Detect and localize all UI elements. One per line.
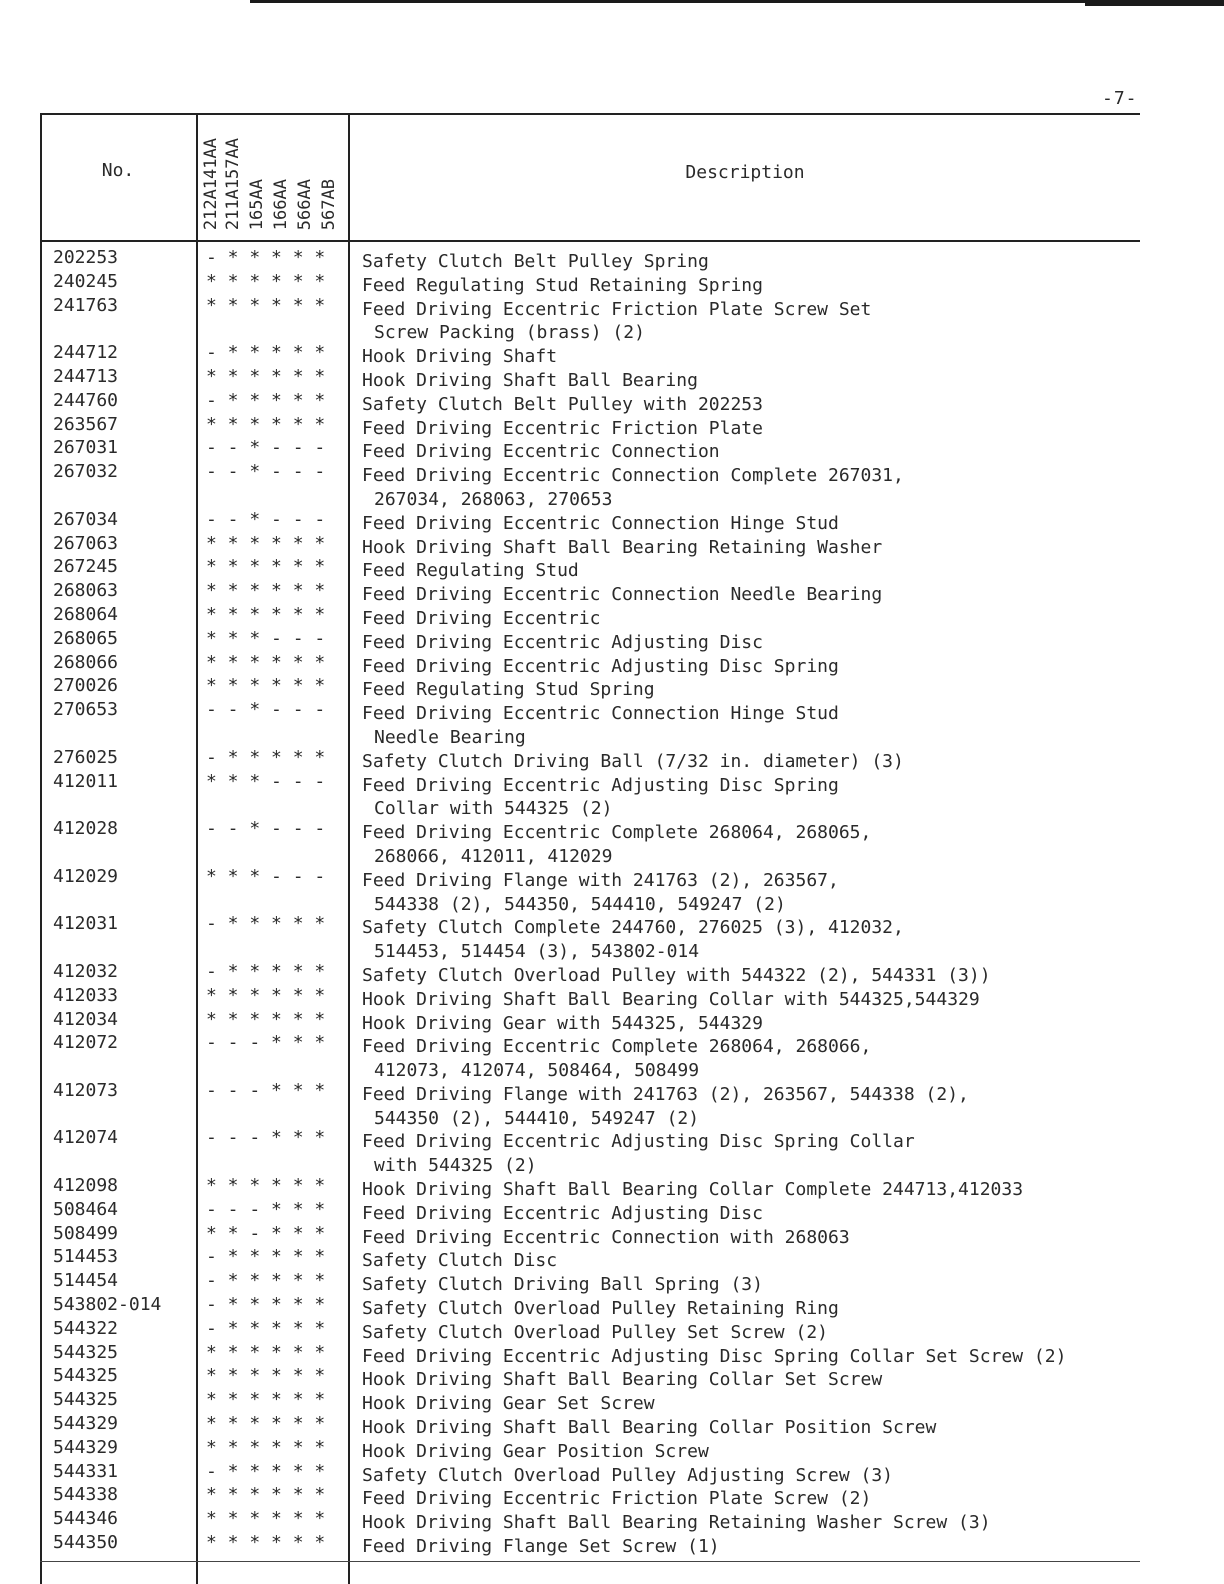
table-row xyxy=(0,579,1224,606)
description-line: Feed Driving Eccentric Connection Hinge Stud xyxy=(362,512,839,534)
model-marks: * * * - - - xyxy=(206,627,326,649)
part-number: 202253 xyxy=(53,247,119,268)
table-row xyxy=(0,1412,1224,1439)
model-marks: * * * - - - xyxy=(206,770,326,792)
model-marks: * * * * * * xyxy=(206,556,326,578)
description-line: Feed Driving Eccentric Adjusting Disc Spring xyxy=(362,655,839,677)
description-line: Safety Clutch Belt Pulley Spring xyxy=(362,251,709,272)
part-number: 544350 xyxy=(53,1532,119,1554)
table-row xyxy=(0,865,1224,913)
part-number: 544331 xyxy=(53,1460,119,1482)
part-number: 508464 xyxy=(53,1198,119,1220)
table-row xyxy=(0,1126,1224,1177)
model-marks: * * * * * * xyxy=(206,1484,326,1506)
description-line: Hook Driving Shaft Ball Bearing xyxy=(362,369,698,391)
model-marks: * * * * * * xyxy=(206,1532,326,1554)
table-row xyxy=(0,436,1224,463)
model-marks: - - * - - - xyxy=(206,437,326,459)
description-continuation: 412073, 412074, 508464, 508499 xyxy=(374,1060,700,1082)
part-number: 240245 xyxy=(53,270,119,292)
model-marks: - * * * * * xyxy=(206,1246,326,1268)
description-line: Feed Driving Flange with 241763 (2), 263567, 544338 (2), xyxy=(362,1083,969,1105)
table-row xyxy=(0,984,1224,1008)
table-row xyxy=(0,1222,1224,1246)
model-marks: * * * * * * xyxy=(206,603,326,625)
table-row xyxy=(0,532,1224,556)
model-marks: - - * - - - xyxy=(206,699,326,721)
model-marks: - * * * * * xyxy=(206,746,326,768)
part-number: 412031 xyxy=(53,913,119,935)
table-row xyxy=(0,508,1224,532)
part-description xyxy=(362,916,904,964)
part-description xyxy=(362,702,839,750)
table-row xyxy=(0,1460,1224,1484)
table-row xyxy=(0,341,1224,368)
description-line: Hook Driving Shaft Ball Bearing Collar Complete 244713,412033 xyxy=(362,1179,1024,1201)
part-number: 241763 xyxy=(53,294,119,316)
description-line: Feed Driving Eccentric Connection with 268063 xyxy=(362,1226,850,1248)
table-row xyxy=(0,1198,1224,1222)
table-row xyxy=(0,912,1224,963)
part-description xyxy=(362,464,904,512)
model-marks: - - - * * * xyxy=(206,1198,326,1220)
model-marks: - - - * * * xyxy=(206,1127,326,1149)
part-number: 276025 xyxy=(53,746,119,768)
description-line: Feed Driving Eccentric Connection Hinge Stud xyxy=(362,703,839,725)
model-marks: * * * * * * xyxy=(206,651,326,673)
header-model-567ab: 567AB xyxy=(319,178,339,230)
table-row xyxy=(0,270,1224,294)
model-marks: * * * * * * xyxy=(206,580,326,602)
part-number: 544346 xyxy=(53,1508,119,1530)
model-marks: * * * * * * xyxy=(206,1175,326,1197)
table-row xyxy=(0,651,1224,675)
part-number: 508499 xyxy=(53,1222,119,1244)
part-number: 267031 xyxy=(53,437,119,459)
part-description xyxy=(362,1130,915,1178)
model-marks: - * * * * * xyxy=(206,1317,326,1339)
model-marks: * * * * * * xyxy=(206,532,326,554)
part-number: 412072 xyxy=(53,1032,119,1054)
description-continuation: 544338 (2), 544350, 544410, 549247 (2) xyxy=(374,893,786,915)
part-number: 412028 xyxy=(53,818,119,840)
part-description xyxy=(362,1035,871,1083)
description-line: Feed Driving Eccentric Friction Plate xyxy=(362,417,763,439)
description-line: Hook Driving Shaft Ball Bearing Collar with 544325,544329 xyxy=(362,988,980,1010)
model-marks: * * * * * * xyxy=(206,365,326,387)
header-model-566aa: 566AA xyxy=(295,178,315,230)
table-row xyxy=(0,603,1224,627)
model-marks: - - - * * * xyxy=(206,1079,326,1101)
model-marks: * * * * * * xyxy=(206,1508,326,1530)
description-line: Feed Driving Eccentric Adjusting Disc xyxy=(362,1202,763,1224)
table-row xyxy=(0,960,1224,984)
table-bottom-cut xyxy=(40,1561,1140,1562)
description-continuation: 267034, 268063, 270653 xyxy=(374,488,613,510)
model-marks: * * * * * * xyxy=(206,1413,326,1435)
part-number: 412073 xyxy=(53,1079,119,1101)
part-number: 267063 xyxy=(53,532,119,554)
table-row xyxy=(0,1364,1224,1391)
part-number: 268064 xyxy=(53,603,119,625)
part-number: 412098 xyxy=(53,1175,119,1197)
description-line: Hook Driving Shaft Ball Bearing Retaining Washer Screw (3) xyxy=(362,1512,991,1534)
model-marks: - - - * * * xyxy=(206,1032,326,1054)
part-number: 263567 xyxy=(53,413,119,435)
model-marks: * * * * * * xyxy=(206,984,326,1006)
part-number: 412034 xyxy=(53,1008,119,1030)
table-row xyxy=(0,1008,1224,1032)
description-line: Feed Driving Flange with 241763 (2), 263567, xyxy=(362,869,839,891)
table-row xyxy=(0,746,1224,770)
description-line: Feed Driving Eccentric Complete 268064, 268066, xyxy=(362,1036,872,1058)
description-line: Feed Driving Eccentric Friction Plate Screw (2) xyxy=(362,1488,872,1510)
part-number: 544329 xyxy=(53,1413,119,1435)
description-line: Feed Driving Eccentric Connection Needle Bearing xyxy=(362,584,883,606)
table-row xyxy=(0,1507,1224,1534)
part-number: 412074 xyxy=(53,1127,119,1149)
description-line: Safety Clutch Belt Pulley with 202253 xyxy=(362,393,763,415)
model-marks: - * * * * * xyxy=(206,960,326,982)
description-line: Hook Driving Gear Position Screw xyxy=(362,1440,709,1462)
part-number: 267034 xyxy=(53,508,119,530)
table-row xyxy=(0,555,1224,582)
description-line: Hook Driving Gear Set Screw xyxy=(362,1393,655,1415)
model-marks: - * * * * * xyxy=(206,342,326,364)
model-marks: * * - * * * xyxy=(206,1222,326,1244)
description-line: Feed Driving Eccentric Connection Complete 267031, xyxy=(362,465,904,487)
table-row xyxy=(0,698,1224,746)
description-line: Feed Regulating Stud xyxy=(362,560,579,582)
description-line: Hook Driving Shaft xyxy=(362,346,558,368)
table-row xyxy=(0,1388,1224,1415)
model-marks: - - * - - - xyxy=(206,508,326,530)
top-edge-line xyxy=(250,0,1224,3)
description-line: Safety Clutch Overload Pulley Retaining Ring xyxy=(362,1298,839,1320)
table-row xyxy=(0,627,1224,651)
table-row xyxy=(0,1245,1224,1272)
description-line: Hook Driving Gear with 544325, 544329 xyxy=(362,1012,763,1034)
description-line: Feed Regulating Stud Spring xyxy=(362,679,655,701)
description-continuation: Needle Bearing xyxy=(374,726,526,748)
model-marks: * * * * * * xyxy=(206,413,326,435)
header-description: Description xyxy=(685,162,805,183)
description-line: Feed Driving Eccentric Friction Plate Screw Set xyxy=(362,298,872,320)
description-line: Feed Driving Eccentric Adjusting Disc Spring xyxy=(362,774,839,796)
top-edge-mark xyxy=(1085,0,1224,6)
table-row xyxy=(0,770,1224,818)
table-row xyxy=(0,1269,1224,1296)
description-continuation: 544350 (2), 544410, 549247 (2) xyxy=(374,1107,700,1129)
part-number: 244713 xyxy=(53,365,119,387)
description-continuation: Screw Packing (brass) (2) xyxy=(374,322,645,344)
model-marks: * * * * * * xyxy=(206,1008,326,1030)
description-continuation: 268066, 412011, 412029 xyxy=(374,845,613,867)
description-line: Feed Driving Eccentric Connection xyxy=(362,441,720,463)
description-line: Safety Clutch Overload Pulley with 544322 (2), 544331 (3)) xyxy=(362,964,991,986)
description-continuation: with 544325 (2) xyxy=(374,1155,537,1177)
model-marks: * * * * * * xyxy=(206,675,326,697)
header-divider xyxy=(40,240,1140,242)
description-line: Safety Clutch Driving Ball (7/32 in. diameter) (3) xyxy=(362,750,904,772)
part-number: 544329 xyxy=(53,1436,119,1458)
table-row xyxy=(0,460,1224,508)
part-number: 544325 xyxy=(53,1389,119,1411)
description-line: Feed Regulating Stud Retaining Spring xyxy=(362,274,763,296)
model-marks: * * * * * * xyxy=(206,1365,326,1387)
part-number: 270026 xyxy=(53,675,119,697)
model-marks: * * * - - - xyxy=(206,865,326,887)
part-description xyxy=(362,1535,720,1559)
part-description xyxy=(362,821,871,869)
description-line: Safety Clutch Overload Pulley Set Screw (2) xyxy=(362,1321,828,1343)
table-row xyxy=(0,365,1224,389)
part-number: 268066 xyxy=(53,651,119,673)
header-no: No. xyxy=(101,160,135,181)
part-description xyxy=(362,1083,969,1131)
description-line: Safety Clutch Driving Ball Spring (3) xyxy=(362,1274,763,1296)
description-line: Safety Clutch Complete 244760, 276025 (3), 412032, xyxy=(362,917,904,939)
description-line: Hook Driving Shaft Ball Bearing Retaining Washer xyxy=(362,536,883,558)
part-number: 412033 xyxy=(53,984,119,1006)
part-number: 267245 xyxy=(53,556,119,578)
description-line: Safety Clutch Overload Pulley Adjusting Screw (3) xyxy=(362,1464,894,1486)
table-top-border xyxy=(40,113,1140,115)
description-line: Feed Driving Eccentric Adjusting Disc Spring Collar xyxy=(362,1131,915,1153)
description-line: Hook Driving Shaft Ball Bearing Collar Set Screw xyxy=(362,1369,883,1391)
table-row xyxy=(0,1341,1224,1365)
part-number: 412032 xyxy=(53,960,119,982)
part-number: 544325 xyxy=(53,1365,119,1387)
description-line: Safety Clutch Disc xyxy=(362,1250,558,1272)
model-marks: * * * * * * xyxy=(206,294,326,316)
model-marks: * * * * * * xyxy=(206,270,326,292)
part-description xyxy=(362,774,839,822)
part-number: 268065 xyxy=(53,627,119,649)
table-row xyxy=(0,1436,1224,1460)
model-marks: * * * * * * xyxy=(206,1436,326,1458)
table-row xyxy=(0,1079,1224,1127)
part-number: 514453 xyxy=(53,1246,119,1268)
part-description xyxy=(362,869,839,917)
parts-table-body xyxy=(0,246,1224,1558)
header-model-165aa: 165AA xyxy=(247,178,267,230)
description-continuation: Collar with 544325 (2) xyxy=(374,798,613,820)
description-line: Feed Driving Flange Set Screw (1) xyxy=(362,1536,720,1558)
table-row xyxy=(0,413,1224,437)
model-marks: - * * * * * xyxy=(206,1270,326,1292)
table-row xyxy=(0,1483,1224,1510)
description-line: Feed Driving Eccentric Adjusting Disc Spring Collar Set Screw (2) xyxy=(362,1345,1067,1367)
table-row xyxy=(0,1293,1224,1320)
header-model-212a141aa: 212A141AA xyxy=(201,137,221,230)
part-number: 267032 xyxy=(53,461,119,483)
description-continuation: 514453, 514454 (3), 543802-014 xyxy=(374,941,700,963)
model-marks: - * * * * * xyxy=(206,389,326,411)
table-row xyxy=(0,294,1224,342)
table-row xyxy=(0,1174,1224,1201)
model-marks: - * * * * * xyxy=(206,1460,326,1482)
table-row xyxy=(0,1317,1224,1341)
header-model-211a157aa: 211A157AA xyxy=(223,137,243,230)
table-row xyxy=(0,674,1224,701)
model-marks: - - * - - - xyxy=(206,461,326,483)
part-number: 544322 xyxy=(53,1317,119,1339)
part-number: 270653 xyxy=(53,699,119,721)
part-number: 268063 xyxy=(53,580,119,602)
table-row xyxy=(0,817,1224,865)
description-line: Hook Driving Shaft Ball Bearing Collar Position Screw xyxy=(362,1417,937,1439)
model-marks: - * * * * * xyxy=(206,913,326,935)
part-number: 544325 xyxy=(53,1341,119,1363)
model-marks: * * * * * * xyxy=(206,1341,326,1363)
part-number: 412011 xyxy=(53,770,119,792)
model-marks: * * * * * * xyxy=(206,1389,326,1411)
part-number: 514454 xyxy=(53,1270,119,1292)
part-number: 412029 xyxy=(53,865,119,887)
part-description xyxy=(362,298,871,346)
description-line: Feed Driving Eccentric Complete 268064, 268065, xyxy=(362,822,872,844)
description-line: Feed Driving Eccentric Adjusting Disc xyxy=(362,631,763,653)
table-row xyxy=(0,246,1224,270)
model-marks: - * * * * * xyxy=(206,247,326,268)
table-row xyxy=(0,1031,1224,1082)
model-marks: - * * * * * xyxy=(206,1294,326,1316)
description-line: Feed Driving Eccentric xyxy=(362,607,601,629)
model-marks: - - * - - - xyxy=(206,818,326,840)
table-row xyxy=(0,1531,1224,1558)
page-number: -7- xyxy=(1102,88,1138,109)
header-model-166aa: 166AA xyxy=(271,178,291,230)
table-row xyxy=(0,389,1224,413)
part-number: 244760 xyxy=(53,389,119,411)
part-number: 544338 xyxy=(53,1484,119,1506)
part-number: 244712 xyxy=(53,342,119,364)
part-number: 543802-014 xyxy=(53,1294,162,1316)
